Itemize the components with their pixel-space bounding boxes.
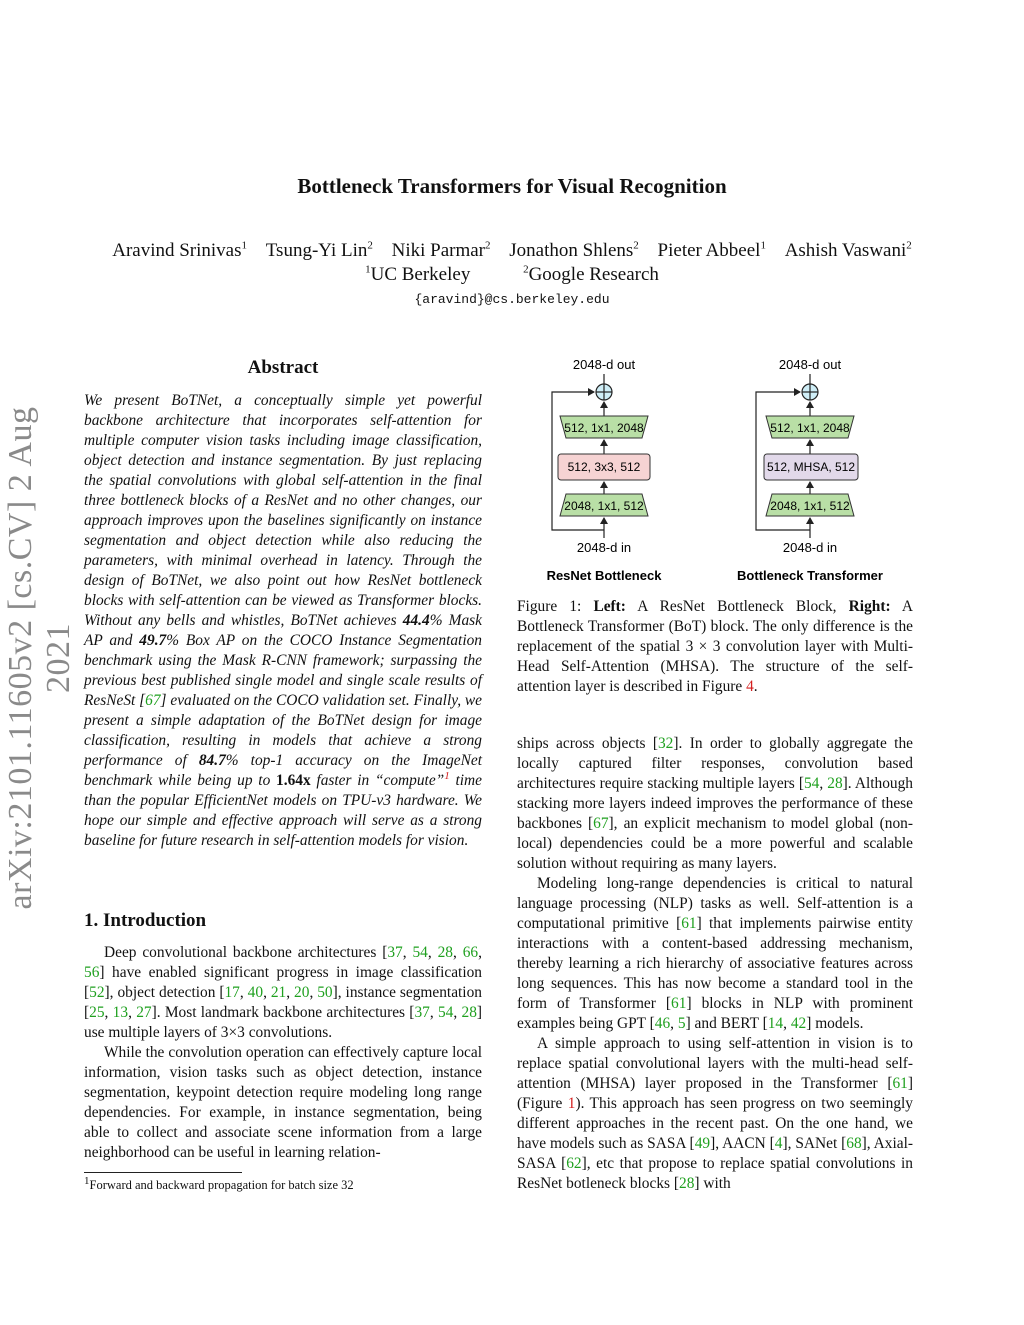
paragraph: Modeling long-range dependencies is critical to natural language processing (NLP) tasks as well. Self-attention is a computational primitive [61] that implements pairwise entity interactions with a content-based addressing mechanism, thereby learning a rich hierarchy of associative features across long sequences. This has now become a standard tool in the form of Transformer [61] blocks in NLP with prominent examples being GPT [46, 5] and BERT [14, 42] models. [517,875,913,1032]
abstract-heading: Abstract [247,357,319,378]
figure-reference-link[interactable]: 4 [746,678,754,695]
affiliation: $^1$UC Berkeley [365,263,471,285]
citation-link[interactable]: 54 [412,944,428,961]
intro-body [84,943,482,1163]
bottleneck-transformer-block [737,357,883,583]
author: Tsung-Yi Lin$^2$ [265,239,373,261]
figure-1-caption: Figure 1: Left: A ResNet Bottleneck Block, Right: A Bottleneck Transformer (BoT) block. The only difference is the replacement of the spatial 3 × 3 convolution layer with Multi-Head Self-Attention (MHSA). The structure of the self-attention layer is described in Figure 4. [517,598,913,695]
output-label: 2048-d out [572,357,636,372]
intro-paragraph-2: While the convolution operation can effectively capture local information, vision tasks such as object detection, instance segmentation, keypoint detection require modeling long range dependencies. For example, in instance segmentation, being able to collect and associate scene information from a large neighborhood can be useful in learning relation- [84,1044,482,1161]
citation-link[interactable]: 67 [145,692,161,709]
author-email[interactable]: {aravind}@cs.berkeley.edu [414,292,610,307]
author: Aravind Srinivas$^1$ [112,239,248,261]
citation-link[interactable]: 54 [803,775,820,792]
author: Jonathon Shlens$^2$ [509,239,639,261]
citation-link[interactable]: 46 [654,1015,671,1032]
citation-link[interactable]: 68 [846,1135,862,1152]
citation-link[interactable]: 17 [224,984,240,1001]
input-label: 2048-d in [782,540,838,555]
citation-link[interactable]: 56 [84,964,100,981]
author: Niki Parmar$^2$ [391,239,491,261]
citation-link[interactable]: 28 [679,1175,695,1192]
citation-link[interactable]: 28 [827,775,843,792]
citation-link[interactable]: 32 [657,735,674,752]
section-heading-introduction: 1. Introduction [84,910,207,931]
figure-1-diagram [520,352,910,592]
citation-link[interactable]: 49 [694,1135,711,1152]
footnote: $^1$Forward and backward propagation for batch size 32 [84,1174,354,1192]
footnote-rule [84,1172,242,1173]
citation-link[interactable]: 28 [437,944,453,961]
diagram-title: ResNet Bottleneck [546,568,662,583]
citation-link[interactable]: 4 [774,1135,783,1152]
block-label: 512, MHSA, 512 [766,460,856,474]
citation-link[interactable]: 40 [247,984,264,1001]
block-label: 2048, 1x1, 512 [770,499,850,513]
affiliation: $^2$Google Research [523,263,659,285]
citation-link[interactable]: 25 [89,1004,105,1021]
author: Ashish Vaswani$^2$ [784,239,912,261]
paragraph: ships across objects [32]. In order to globally aggregate the locally captured filter responses, convolution based architectures require stacking multiple layers [54, 28]. Although stacking more layers indeed improves the performance of these backbones [67], an explicit mechanism to model global (non-local) dependencies could be a more powerful and scalable solution without requiring as many layers. [517,735,913,872]
block-label: 512, 1x1, 2048 [564,421,644,435]
diagram-title: Bottleneck Transformer [737,568,883,583]
citation-link[interactable]: 13 [112,1004,129,1021]
arxiv-identifier: arXiv:2101.11605v2 [cs.CV] 2 Aug 2021 [2,406,77,910]
output-label: 2048-d out [778,357,842,372]
author: Pieter Abbeel$^1$ [657,239,766,261]
citation-link[interactable]: 21 [270,984,287,1001]
resnet-bottleneck-block [547,357,663,583]
citation-link[interactable]: 42 [790,1015,807,1032]
citation-link[interactable]: 37 [414,1004,430,1021]
citation-link[interactable]: 66 [462,944,479,961]
abstract-body: We present BoTNet, a conceptually simple yet powerful backbone architecture that incorporates self-attention for multiple computer vision tasks including image classification, object detection and instance segmentation. By just replacing the spatial convolutions with global self-attention in the final three bottleneck blocks of a ResNet and no other changes, our approach improves upon the baselines significantly on instance segmentation and object detection while also reducing the parameters, with minimal overhead in latency. Through the design of BoTNet, we also point out how ResNet bottleneck blocks with self-attention can be viewed as Transformer blocks. Without any bells and whistles, BoTNet achieves 44.4% Mask AP and 49.7% Box AP on the COCO Instance Segmentation benchmark using the Mask R-CNN framework; surpassing the previous best published single model and single scale results of ResNeSt [67] evaluated on the COCO validation set. Finally, we present a simple adaptation of the BoTNet design for image classification, resulting in models that achieve a strong performance of 84.7% top-1 accuracy on the ImageNet benchmark while being up to 1.64x faster in “compute”$^1$ time than the popular EfficientNet models on TPU-v3 hardware. We hope our simple and effective approach will serve as a strong baseline for future research in self-attention models for vision. [84,392,482,849]
paper-title: Bottleneck Transformers for Visual Recognition [297,174,727,198]
intro-paragraph-1: Deep convolutional backbone architectures [37, 54, 28, 66, 56] have enabled significant progress in image classification [52], object detection [17, 40, 21, 20, 50], instance segmentation [25, 13, 27]. Most landmark backbone architectures [37, 54, 28] use multiple layers of 3×3 convolutions. [84,944,483,1041]
citation-link[interactable]: 61 [671,995,687,1012]
affiliation-list [0,264,1024,286]
block-label: 512, 3x3, 512 [567,460,641,474]
block-label: 512, 1x1, 2048 [770,421,850,435]
author-list [0,240,1024,262]
citation-link[interactable]: 52 [89,984,105,1001]
citation-link[interactable]: 28 [461,1004,477,1021]
right-column-body [517,734,913,1194]
citation-link[interactable]: 54 [437,1004,454,1021]
citation-link[interactable]: 61 [892,1075,908,1092]
citation-link[interactable]: 27 [136,1004,152,1021]
citation-link[interactable]: 50 [317,984,333,1001]
footnote-mark[interactable]: 1 [444,769,450,782]
figure-reference-link[interactable]: 1 [567,1095,576,1112]
input-label: 2048-d in [576,540,632,555]
citation-link[interactable]: 62 [566,1155,582,1172]
citation-link[interactable]: 14 [767,1015,784,1032]
citation-link[interactable]: 5 [677,1015,686,1032]
block-label: 2048, 1x1, 512 [564,499,644,513]
citation-link[interactable]: 37 [387,944,403,961]
citation-link[interactable]: 20 [294,984,310,1001]
paragraph: A simple approach to using self-attention in vision is to replace spatial convolutional layers with the multi-head self-attention (MHSA) layer proposed in the Transformer [61] (Figure 1). This approach has seen progress on two seemingly different approaches in the recent past. On the one hand, we have models such as SASA [49], AACN [4], SANet [68], Axial-SASA [62], etc that propose to replace spatial convolutions in ResNet botleneck blocks [28] with [517,1035,914,1192]
citation-link[interactable]: 67 [593,815,609,832]
citation-link[interactable]: 61 [681,915,697,932]
